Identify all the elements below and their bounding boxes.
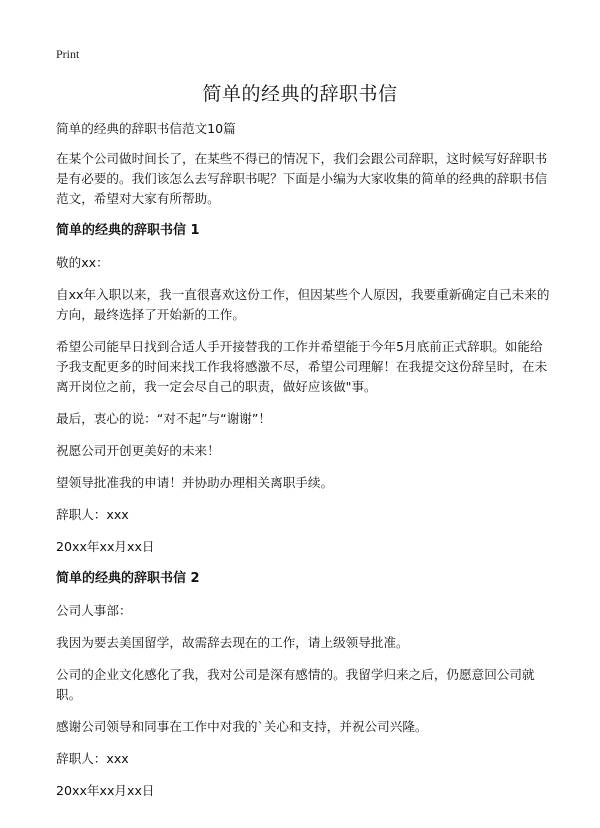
document-body [56,119,552,813]
letter-2-signature: 辞职人：xxx [56,751,129,766]
letter-2-salutation: 公司人事部： [56,603,132,618]
letter-1-paragraph: 最后，衷心的说：“对不起”与“谢谢”！ [56,411,272,426]
letter-2-heading: 简单的经典的辞职书信 2 [56,571,200,586]
intro-paragraph: 在某个公司做时间长了，在某些不得已的情况下，我们会跟公司辞职，这时候写好辞职书是有必要的。我们该怎么去写辞职书呢？下面是小编为大家收集的简单的经典的辞职书信范文，希望对大家有所帮助。 [56,151,548,206]
letter-2-paragraph: 感谢公司领导和同事在工作中对我的`关心和支持，并祝公司兴隆。 [56,719,428,734]
letter-2-paragraph: 我因为要去美国留学，故需辞去现在的工作，请上级领导批准。 [56,635,409,650]
page-title: 简单的经典的辞职书信 [202,83,398,105]
letter-1-paragraph: 望领导批准我的申请！并协助办理相关离职手续。 [56,475,334,490]
document-subtitle: 简单的经典的辞职书信范文10篇 [56,121,236,136]
print-link[interactable]: Print [56,47,80,61]
letter-1-paragraph: 祝愿公司开创更美好的未来！ [56,443,220,458]
letter-1-paragraph: 自xx年入职以来，我一直很喜欢这份工作，但因某些个人原因，我要重新确定自己未来的方向，最终选择了开始新的工作。 [56,287,550,322]
letter-1-date: 20xx年xx月xx日 [56,539,155,554]
letter-2-date: 20xx年xx月xx日 [56,783,155,798]
letter-1-paragraph: 希望公司能早日找到合适人手开接替我的工作并希望能于今年5月底前正式辞职。如能给予我支配更多的时间来找工作我将感激不尽，希望公司理解！在我提交这份辞呈时，在未离开岗位之前，我一定会尽自己的职责，做好应该做"事。 [56,339,548,394]
letter-1-signature: 辞职人：xxx [56,507,129,522]
letter-1-salutation: 敬的xx： [56,255,109,270]
letter-1-heading: 简单的经典的辞职书信 1 [56,223,200,238]
letter-2-paragraph: 公司的企业文化感化了我，我对公司是深有感情的。我留学归来之后，仍愿意回公司就职。 [56,667,535,702]
